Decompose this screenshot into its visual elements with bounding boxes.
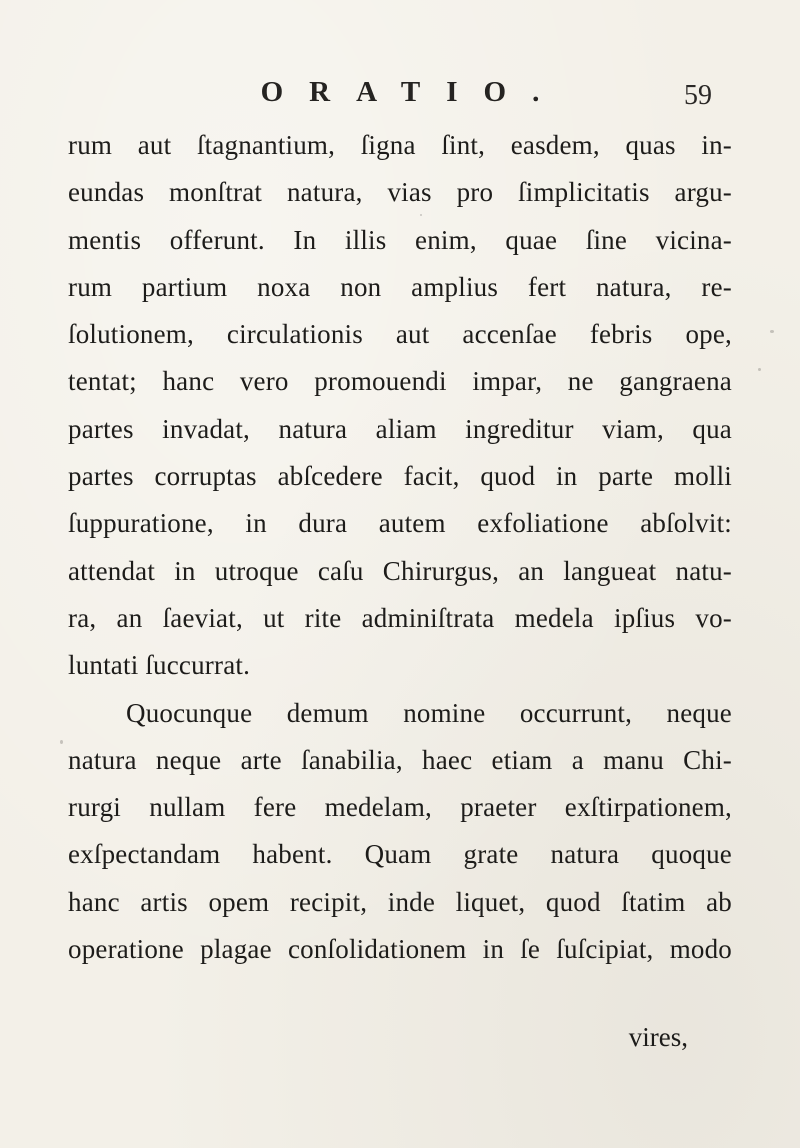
text-line: exſpectandam habent. Quam grate natura quoque	[68, 839, 732, 870]
catchword: vires,	[628, 1022, 688, 1052]
text-line: eundas monſtrat natura, vias pro ſimplicitatis argu-	[68, 177, 732, 208]
paragraph-start-line: Quocunque demum nomine occurrunt, neque	[126, 697, 732, 728]
text-line: partes corruptas abſcedere facit, quod in parte molli	[68, 461, 732, 492]
paper-speck	[770, 330, 774, 333]
paper-speck	[758, 368, 761, 371]
text-line: rum aut ſtagnantium, ſigna ſint, easdem, quas in-	[68, 130, 732, 160]
text-line: attendat in utroque caſu Chirurgus, an langueat natu-	[68, 555, 732, 586]
page-header	[0, 76, 800, 116]
text-line: hanc artis opem recipit, inde liquet, quod ſtatim ab	[68, 886, 732, 917]
text-line: natura neque arte ſanabilia, haec etiam a manu Chi-	[68, 744, 732, 775]
paper-speck	[420, 214, 422, 216]
text-line: ſolutionem, circulationis aut accenſae febris ope,	[68, 319, 732, 350]
text-line: ſuppuratione, in dura autem exfoliatione abſolvit:	[68, 508, 732, 539]
text-line: tentat; hanc vero promouendi impar, ne gangraena	[68, 366, 732, 397]
text-line: ra, an ſaeviat, ut rite adminiſtrata medela ipſius vo-	[68, 602, 732, 633]
page-number: 59	[684, 80, 712, 111]
text-line: partes invadat, natura aliam ingreditur viam, qua	[68, 413, 732, 444]
paragraph-end-line: luntati ſuccurrat.	[68, 650, 251, 681]
catchword-row	[629, 1022, 688, 1053]
body-text	[68, 122, 732, 973]
text-line: operatione plagae conſolidationem in ſe ſuſcipiat, modo	[68, 934, 732, 965]
running-title: ORATIO.	[260, 76, 566, 108]
text-line: rurgi nullam fere medelam, praeter exſtirpationem,	[68, 792, 732, 823]
text-line: rum partium noxa non amplius fert natura, re-	[68, 271, 732, 302]
paper-speck	[60, 740, 63, 744]
text-line: mentis offerunt. In illis enim, quae ſine vicina-	[68, 224, 732, 255]
